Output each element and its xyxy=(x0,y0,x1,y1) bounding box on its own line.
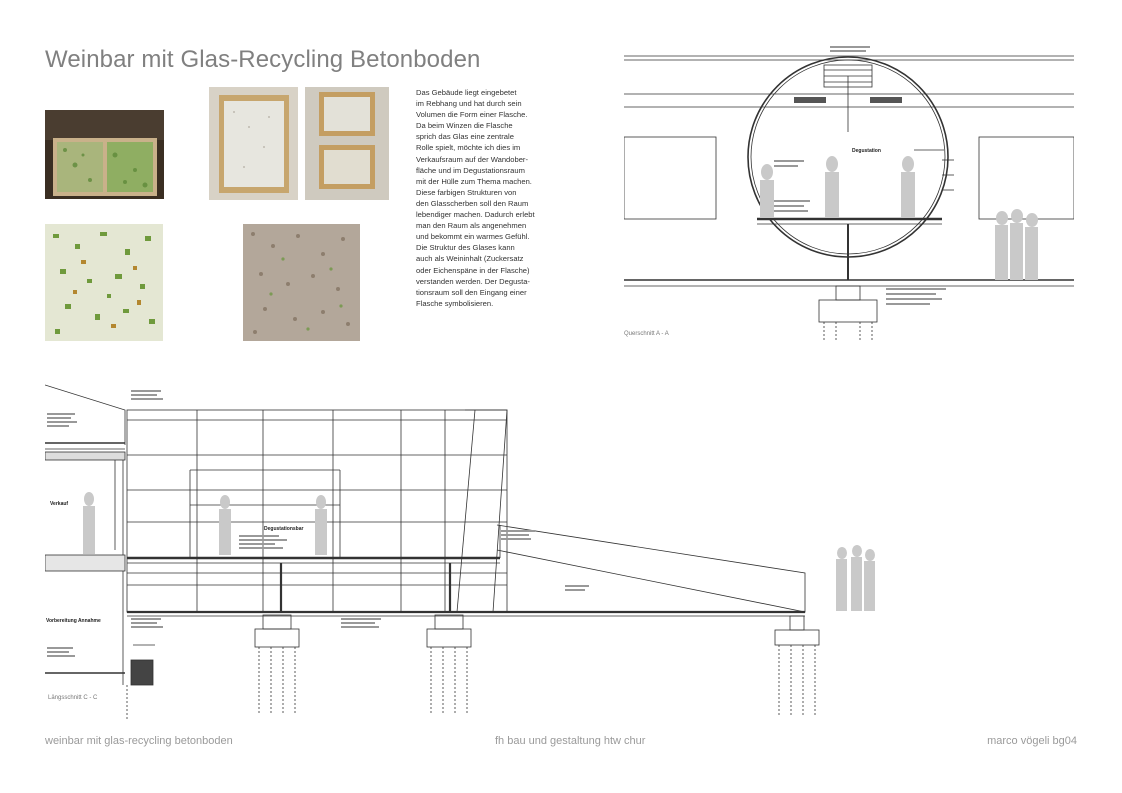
description-line: Rolle spielt, möchte ich dies im xyxy=(416,143,521,153)
photo-concrete-slab-in-frame xyxy=(209,87,298,200)
description-line: Verkaufsraum auf der Wandober- xyxy=(416,154,528,164)
footer-project-title: weinbar mit glas-recycling betonboden xyxy=(45,735,233,747)
description-line: fläche und im Degustationsraum xyxy=(416,165,525,175)
description-line: im Rebhang und hat durch sein xyxy=(416,99,522,109)
longitudinal-section-caption: Längsschnitt C - C xyxy=(48,695,98,701)
description-line: und bekommt ein warmes Gefühl. xyxy=(416,232,530,242)
label-verkauf: Verkauf xyxy=(50,501,69,507)
page-title: Weinbar mit Glas-Recycling Betonboden xyxy=(45,46,481,73)
description-line: man den Raum als angenehmen xyxy=(416,221,527,231)
footer-school: fh bau und gestaltung htw chur xyxy=(495,735,646,747)
description-paragraph xyxy=(416,87,576,309)
description-line: auch als Weininhalt (Zuckersatz xyxy=(416,254,524,264)
cross-section-room-label: Degustation xyxy=(852,148,881,154)
description-line: Da beim Winzen die Flasche xyxy=(416,121,513,131)
description-line: Das Gebäude liegt eingebetet xyxy=(416,88,517,97)
label-vorbereitung-annahme: Vorbereitung Annahme xyxy=(46,618,101,624)
label-degustationsbar: Degustationsbar xyxy=(264,526,304,532)
cross-section-drawing xyxy=(624,40,1074,340)
description-line: den Glasscherben soll den Raum xyxy=(416,198,529,208)
description-line: oder Eichenspäne in der Flasche) xyxy=(416,265,530,275)
description-line: lebendiger machen. Dadurch erlebt xyxy=(416,210,535,220)
description-line: verstanden werden. Der Degusta- xyxy=(416,276,530,286)
cross-section-caption: Querschnitt A - A xyxy=(624,331,669,337)
description-line: sprich das Glas eine zentrale xyxy=(416,132,514,142)
longitudinal-section-drawing xyxy=(45,375,885,720)
description-line: Flasche symbolisieren. xyxy=(416,298,494,308)
description-line: Diese farbigen Strukturen von xyxy=(416,187,517,197)
photo-terrazzo-surface xyxy=(243,224,360,341)
description-line: Volumen die Form einer Flasche. xyxy=(416,110,528,120)
description-line: Die Struktur des Glases kann xyxy=(416,243,515,253)
footer-author: marco vögeli bg04 xyxy=(987,735,1077,747)
description-line: tionsraum soll den Eingang einer xyxy=(416,287,527,297)
photo-glass-formwork-trays xyxy=(45,110,164,199)
photo-two-concrete-samples xyxy=(305,87,389,200)
description-line: mit der Hülle zum Thema machen. xyxy=(416,176,532,186)
photo-glass-shards-closeup xyxy=(45,224,163,341)
